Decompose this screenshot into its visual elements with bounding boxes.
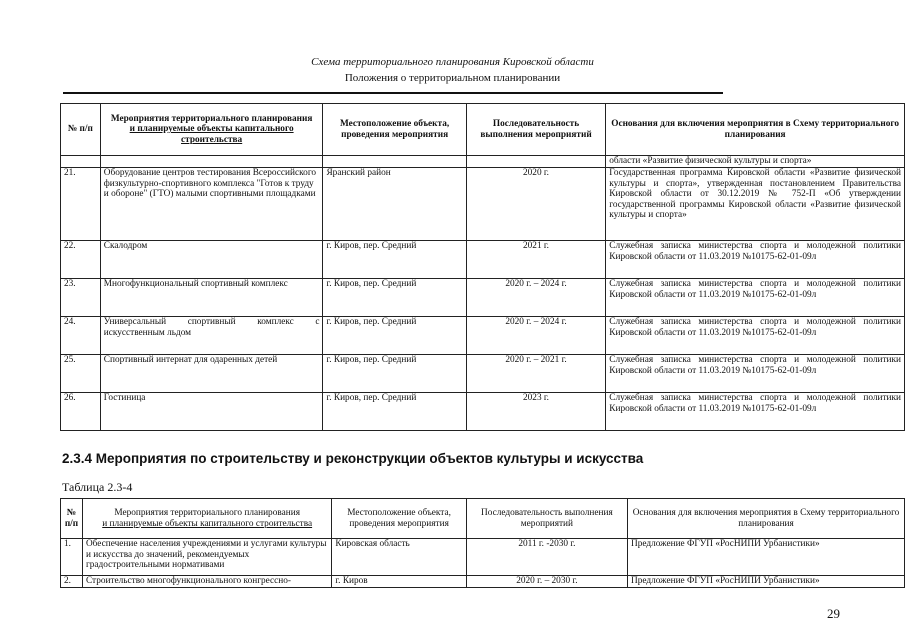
col-header-sequence: Последовательность выполнения мероприятий [466, 104, 606, 156]
table-row [61, 393, 905, 431]
basis-cell: Служебная записка министерства спорта и молодежной политики Кировской области от 11.03.2019 №10175-62-01-09л [606, 355, 905, 393]
table-row [61, 241, 905, 279]
basis-cell: Служебная записка министерства спорта и молодежной политики Кировской области от 11.03.2019 №10175-62-01-09л [606, 279, 905, 317]
event-cell: Скалодром [100, 241, 323, 279]
location-cell: г. Киров, пер. Средний [323, 241, 466, 279]
table-row [61, 279, 905, 317]
basis-cell: Служебная записка министерства спорта и молодежной политики Кировской области от 11.03.2019 №10175-62-01-09л [606, 317, 905, 355]
num-cell: 22. [61, 241, 101, 279]
header-rule [63, 92, 723, 94]
event-cell: Гостиница [100, 393, 323, 431]
col-header-location: Местоположение объекта, проведения мероприятия [332, 499, 466, 539]
sequence-cell: 2020 г. [466, 168, 606, 241]
sequence-cell: 2011 г. -2030 г. [466, 539, 627, 576]
table-row [61, 317, 905, 355]
table-caption: Таблица 2.3-4 [62, 480, 133, 494]
location-cell: Кировская область [332, 539, 466, 576]
section-heading: 2.3.4 Мероприятия по строительству и реконструкции объектов культуры и искусства [62, 451, 644, 466]
sequence-cell: 2020 г. – 2024 г. [466, 279, 606, 317]
col-header-num: № п/п [61, 104, 101, 156]
location-cell: г. Киров, пер. Средний [323, 355, 466, 393]
table-header-row [61, 499, 905, 539]
event-cell: Спортивный интернат для одаренных детей [100, 355, 323, 393]
location-cell: г. Киров, пер. Средний [323, 317, 466, 355]
sequence-cell: 2020 г. – 2030 г. [466, 576, 627, 588]
col-header-basis: Основания для включения мероприятия в Схему территориального планирования [606, 104, 905, 156]
page-number: 29 [827, 606, 840, 621]
table-row [61, 539, 905, 576]
table-row [61, 355, 905, 393]
num-cell: 25. [61, 355, 101, 393]
col-header-location: Местоположение объекта, проведения мероприятия [323, 104, 466, 156]
basis-cell: Служебная записка министерства спорта и молодежной политики Кировской области от 11.03.2019 №10175-62-01-09л [606, 241, 905, 279]
sequence-cell: 2023 г. [466, 393, 606, 431]
culture-events-table [60, 498, 905, 588]
event-cell: Универсальный спортивный комплекс с искусственным льдом [100, 317, 323, 355]
event-cell: Многофункциональный спортивный комплекс [100, 279, 323, 317]
col-header-sequence: Последовательность выполнения мероприятий [466, 499, 627, 539]
location-cell: Яранский район [323, 168, 466, 241]
document-header-subtitle: Положения о территориальном планировании [344, 72, 561, 84]
basis-cell: Предложение ФГУП «РосНИПИ Урбанистики» [628, 576, 905, 588]
col-header-basis: Основания для включения мероприятия в Схему территориального планирования [628, 499, 905, 539]
num-cell: 2. [61, 576, 83, 588]
col-header-event: Мероприятия территориального планирования и планируемые объекты капитального строительства [82, 499, 331, 539]
event-cell: Оборудование центров тестирования Всероссийского физкультурно-спортивного комплекса "Готов к труду и обороне" (ГТО) малыми спортивными площадками [100, 168, 323, 241]
num-cell: 1. [61, 539, 83, 576]
location-cell: г. Киров [332, 576, 466, 588]
location-cell: г. Киров, пер. Средний [323, 393, 466, 431]
sports-events-table [60, 103, 905, 431]
basis-cell: Государственная программа Кировской области «Развитие физической культуры и спорта», утвержденная постановлением Правительства Кировской области от 30.12.2019 № 752-П «Об утверждении государственной программы Кировской области «Развитие физической культуры и спорта» [606, 168, 905, 241]
sequence-cell: 2021 г. [466, 241, 606, 279]
basis-cell: области «Развитие физической культуры и спорта» [606, 156, 905, 168]
col-header-num: № п/п [61, 499, 83, 539]
table-row-continuation [61, 156, 905, 168]
table-row [61, 576, 905, 588]
num-cell: 23. [61, 279, 101, 317]
basis-cell: Служебная записка министерства спорта и молодежной политики Кировской области от 11.03.2019 №10175-62-01-09л [606, 393, 905, 431]
sequence-cell: 2020 г. – 2024 г. [466, 317, 606, 355]
document-header-title: Схема территориального планирования Кировской области [311, 56, 594, 68]
sequence-cell: 2020 г. – 2021 г. [466, 355, 606, 393]
table-row [61, 168, 905, 241]
col-header-event: Мероприятия территориального планирования и планируемые объекты капитального строительства [100, 104, 323, 156]
location-cell: г. Киров, пер. Средний [323, 279, 466, 317]
num-cell: 21. [61, 168, 101, 241]
num-cell: 24. [61, 317, 101, 355]
table-header-row [61, 104, 905, 156]
event-cell: Обеспечение населения учреждениями и услугами культуры и искусства до значений, рекомендуемых градостроительными нормативами [82, 539, 331, 576]
event-cell: Строительство многофункционального конгрессно- [82, 576, 331, 588]
num-cell: 26. [61, 393, 101, 431]
basis-cell: Предложение ФГУП «РосНИПИ Урбанистики» [628, 539, 905, 576]
